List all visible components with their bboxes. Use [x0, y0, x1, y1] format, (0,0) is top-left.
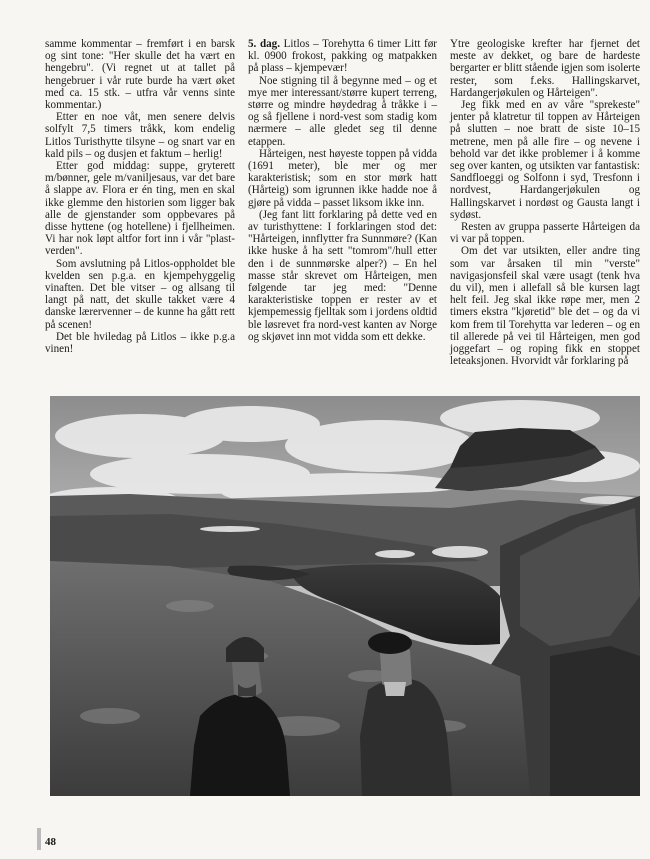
paragraph: Etter en noe våt, men senere delvis solfylt 7,5 timers tråkk, kom endelig Litlos Turisthytte tilsyne – og snart var en kald pils – og dusjen et faktum – herlig! — [45, 111, 235, 160]
paragraph: Som avslutning på Litlos-oppholdet ble kvelden sen p.g.a. en kjempehyggelig vinaften. Det ble vitser – og allsang til langt på natt, det skulle takket være 4 danske lærervenner – de kunne ha gått rett på scenen! — [45, 257, 235, 331]
margin-bar — [37, 828, 41, 850]
landscape-photo — [50, 396, 640, 796]
text-column-3 — [450, 38, 640, 367]
paragraph: (Jeg fant litt forklaring på dette ved en av turisthyttene: I forklaringen stod det: "Hårteigen, innflytter fra Sunnmøre? (Kan ikke huske å ha sett "tomrom"/hull etter den i de sunnmørske alper?) – En hel masse står skrevet om Hårteigen, men følgende tar jeg med: "Denne karakteristiske toppen er rester av et kjempemessig fjelltak som i jordens oldtid ble løsrevet fra nord-vest kanten av Norge og skjøvet inn mot vidda som ett dekke. — [248, 208, 437, 343]
paragraph: Det ble hviledag på Litlos – ikke p.g.a vinen! — [45, 330, 235, 356]
paragraph-text: Litlos – Torehytta 6 timer Litt før kl. 0900 frokost, pakking og matpakken på plass – kjempevær! — [248, 38, 437, 75]
paragraph: Ytre geologiske krefter har fjernet det meste av dekket, og bare de hardeste bergarter er blitt stående igjen som isolerte rester, som f.eks. Hallingskarvet, Hardangerjøkulen og Hårteigen". — [450, 38, 640, 99]
paragraph: Resten av gruppa passerte Hårteigen da vi var på toppen. — [450, 221, 640, 246]
page-number: 48 — [45, 836, 56, 848]
paragraph: Etter god middag: suppe, gryterett m/bønner, gele m/vaniljesaus, var det bare å slappe av. Flora er én ting, men en skal ikke glemme den historien som ligger bak alle de gjenstander som oppbevares på disse hyttene (og hotellene) i fjellheimen. Vi har nok løpt altfor fort inn i vår "plast-verden". — [45, 160, 235, 258]
paragraph — [248, 38, 437, 75]
text-column-2 — [248, 38, 437, 343]
day-heading: 5. dag. — [248, 38, 280, 50]
text-column-1 — [45, 38, 235, 355]
paragraph: Jeg fikk med en av våre "sprekeste" jenter på klatretur til toppen av Hårteigen på slutten – noe bratt de siste 10–15 metrene, men på alle fire – og nevene i behold var det ikke problemer i å komme seg over kanten, og utsikten var fantastisk: Sandfloeggi og Solfonn i syd, Tresfonn i nordvest, Hardangerjøkulen og Hallingskarvet i nordøst og Gausta langt i sydøst. — [450, 99, 640, 221]
paragraph: Om det var utsikten, eller andre ting som var årsaken til min "verste" navigasjonsfeil skal være usagt (tenk hva du vil), men i allefall så ble kursen lagt helt feil. Jeg skal ikke røpe mer, men 2 timers ekstra "kjøretid" ble det – og da vi kom frem til Torehytta var lederen – og en til allerede på vei til Hårteigen, men god joggefart – og roping fikk en stoppet leteaksjonen. Hvorvidt vår forklaring på — [450, 245, 640, 368]
paragraph: Noe stigning til å begynne med – og et mye mer interessant/større kupert terreng, større og mindre høydedrag å tråkke i – og så fjellene i nord-vest som stadig kom nærmere – alle gledet seg til denne etappen. — [248, 74, 437, 148]
paragraph: samme kommentar – fremført i en barsk og sint tone: "Her skulle det ha vært en hengebru". (Vi regnet ut at tallet på hengebruer i vår rute burde ha vært øket med ca. 15 stk. – utfra vår venns sinte kommentar.) — [45, 38, 235, 112]
paragraph: Hårteigen, nest høyeste toppen på vidda (1691 meter), ble mer og mer karakteristisk; som en stor mørk hatt (Hårteig) som igrunnen ikke hadde noe å gjøre på vidda – passet liksom ikke inn. — [248, 147, 437, 209]
